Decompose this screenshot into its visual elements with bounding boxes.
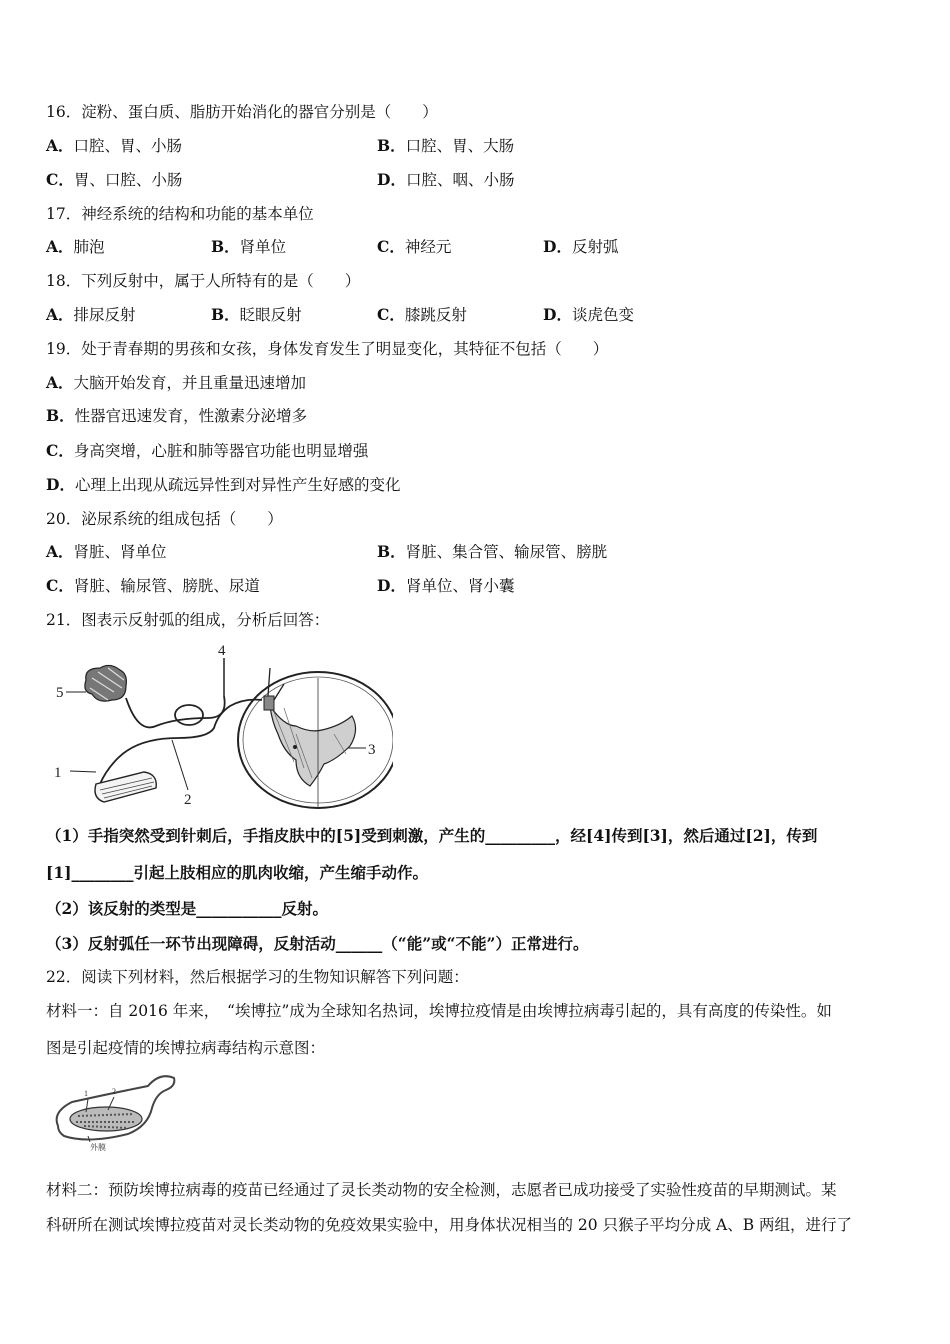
q21-sub2: （2）该反射的类型是___________反射。 bbox=[46, 899, 329, 918]
q16-option-b bbox=[377, 135, 514, 157]
option-key: A． bbox=[46, 373, 74, 392]
q19-option-b bbox=[46, 405, 307, 427]
q22-stem: 22．阅读下列材料，然后根据学习的生物知识解答下列问题： bbox=[46, 968, 469, 986]
reflex-arc-figure bbox=[48, 638, 393, 813]
option-text: 谈虎色变 bbox=[571, 306, 634, 324]
q21-sub1-line1: （1）手指突然受到针刺后，手指皮肤中的[5]受到刺激，产生的_________，经[4]传到[3]，然后通过[2]，传到 bbox=[46, 826, 818, 845]
figure-label-3: 3 bbox=[368, 742, 376, 758]
option-key: A． bbox=[46, 136, 74, 155]
option-key: B． bbox=[211, 305, 240, 324]
option-text: 肾脏、集合管、输尿管、膀胱 bbox=[405, 543, 608, 561]
option-text: 口腔、胃、小肠 bbox=[73, 137, 183, 155]
q18-option-a bbox=[46, 304, 136, 326]
q22-material2-line1: 材料二：预防埃博拉病毒的疫苗已经通过了灵长类动物的安全检测，志愿者已成功接受了实验性疫苗的早期测试。某 bbox=[46, 1181, 837, 1199]
option-key: D． bbox=[543, 237, 572, 256]
q17-stem: 17．神经系统的结构和功能的基本单位 bbox=[46, 205, 314, 223]
q19-option-a bbox=[46, 372, 306, 394]
option-text: 排尿反射 bbox=[73, 306, 136, 324]
option-text: 肾脏、输尿管、膀胱、尿道 bbox=[73, 577, 260, 595]
q18-option-b bbox=[211, 304, 302, 326]
ebola-virus-figure bbox=[48, 1064, 183, 1154]
option-text: 心理上出现从疏远异性到对异性产生好感的变化 bbox=[74, 476, 401, 494]
figure-label-2: 2 bbox=[184, 792, 192, 808]
ebola-label-2: 2 bbox=[112, 1087, 116, 1096]
option-key: D． bbox=[377, 170, 406, 189]
option-text: 口腔、咽、小肠 bbox=[405, 171, 515, 189]
option-key: C． bbox=[377, 305, 405, 324]
option-key: D． bbox=[543, 305, 572, 324]
option-text: 肾单位、肾小囊 bbox=[405, 577, 515, 595]
option-key: B． bbox=[211, 237, 240, 256]
ebola-label-1: 1 bbox=[84, 1089, 88, 1098]
q18-option-d bbox=[543, 304, 634, 326]
option-text: 胃、口腔、小肠 bbox=[73, 171, 183, 189]
q19-option-d bbox=[46, 474, 400, 496]
option-key: C． bbox=[46, 170, 74, 189]
q16-option-d bbox=[377, 169, 514, 191]
figure-label-4: 4 bbox=[218, 643, 226, 659]
option-key: A． bbox=[46, 542, 74, 561]
option-text: 肾脏、肾单位 bbox=[73, 543, 167, 561]
q22-material2-line2: 科研所在测试埃博拉疫苗对灵长类动物的免疫效果实验中，用身体状况相当的 20 只猴子平均分成 A、B 两组，进行了 bbox=[46, 1216, 853, 1234]
figure-label-5: 5 bbox=[56, 685, 64, 701]
q20-stem: 20．泌尿系统的组成包括（ ） bbox=[46, 510, 283, 528]
q20-option-d bbox=[377, 575, 514, 597]
q22-material1-line2: 图是引起疫情的埃博拉病毒结构示意图： bbox=[46, 1039, 326, 1057]
q19-option-c bbox=[46, 440, 368, 462]
q17-option-d bbox=[543, 236, 618, 258]
q17-option-b bbox=[211, 236, 286, 258]
q18-stem: 18．下列反射中，属于人所特有的是（ ） bbox=[46, 272, 361, 290]
option-text: 身高突增，心脏和肺等器官功能也明显增强 bbox=[73, 442, 369, 460]
q21-sub1-line2: [1]________引起上肢相应的肌肉收缩，产生缩手动作。 bbox=[46, 863, 428, 882]
option-text: 大脑开始发育，并且重量迅速增加 bbox=[73, 374, 307, 392]
option-text: 口腔、胃、大肠 bbox=[405, 137, 515, 155]
option-key: C． bbox=[46, 441, 74, 460]
option-key: B． bbox=[377, 136, 406, 155]
q20-option-a bbox=[46, 541, 167, 563]
option-text: 眨眼反射 bbox=[239, 306, 302, 324]
option-text: 神经元 bbox=[404, 238, 452, 256]
ebola-label-envelope: 外膜 bbox=[90, 1143, 106, 1152]
q16-stem: 16．淀粉、蛋白质、脂肪开始消化的器官分别是（ ） bbox=[46, 103, 438, 121]
option-text: 膝跳反射 bbox=[404, 306, 467, 324]
option-key: C． bbox=[46, 576, 74, 595]
q20-option-c bbox=[46, 575, 260, 597]
option-key: B． bbox=[46, 406, 75, 425]
option-key: A． bbox=[46, 237, 74, 256]
option-key: C． bbox=[377, 237, 405, 256]
q18-option-c bbox=[377, 304, 467, 326]
q17-option-a bbox=[46, 236, 105, 258]
option-text: 肾单位 bbox=[239, 238, 287, 256]
q16-option-c bbox=[46, 169, 182, 191]
option-key: D． bbox=[377, 576, 406, 595]
option-key: A． bbox=[46, 305, 74, 324]
q16-option-a bbox=[46, 135, 182, 157]
q21-stem: 21．图表示反射弧的组成，分析后回答： bbox=[46, 611, 330, 629]
option-key: B． bbox=[377, 542, 406, 561]
q22-material1-line1: 材料一：自 2016 年来， “埃博拉”成为全球知名热词，埃博拉疫情是由埃博拉病毒引起的，具有高度的传染性。如 bbox=[46, 1002, 832, 1020]
option-text: 肺泡 bbox=[73, 238, 105, 256]
option-text: 性器官迅速发育，性激素分泌增多 bbox=[74, 407, 308, 425]
option-text: 反射弧 bbox=[571, 238, 619, 256]
q17-option-c bbox=[377, 236, 451, 258]
q20-option-b bbox=[377, 541, 607, 563]
option-key: D． bbox=[46, 475, 75, 494]
q21-sub3: （3）反射弧任一环节出现障碍，反射活动______（“能”或“不能”）正常进行。 bbox=[46, 934, 589, 953]
q19-stem: 19．处于青春期的男孩和女孩，身体发育发生了明显变化，其特征不包括（ ） bbox=[46, 340, 609, 358]
figure-label-1: 1 bbox=[54, 765, 62, 781]
